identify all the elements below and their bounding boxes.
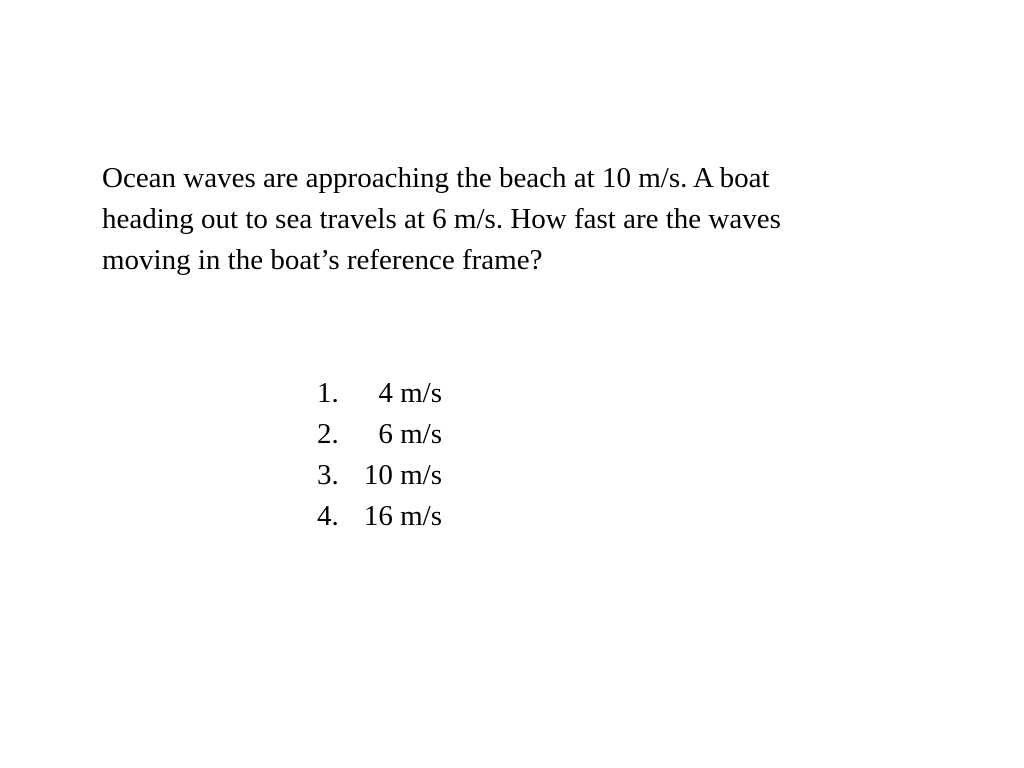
answer-option-4 (317, 496, 442, 537)
answer-text: 4 m/s (378, 377, 442, 409)
answer-list (317, 373, 442, 537)
question-text (102, 158, 922, 281)
answer-option-2 (317, 414, 442, 455)
question-line: moving in the boat’s reference frame? (102, 244, 543, 276)
question-line: Ocean waves are approaching the beach at 10 m/s. A boat (102, 162, 770, 194)
answer-text: 16 m/s (363, 500, 442, 532)
answer-text: 6 m/s (378, 418, 442, 450)
answer-option-3 (317, 455, 442, 496)
answer-number: 1. (317, 377, 339, 409)
answer-number: 3. (317, 459, 339, 491)
question-line: heading out to sea travels at 6 m/s. How fast are the waves (102, 203, 781, 235)
answer-number: 4. (317, 500, 339, 532)
answer-number: 2. (317, 418, 339, 450)
answer-text: 10 m/s (363, 459, 442, 491)
answer-option-1 (317, 373, 442, 414)
